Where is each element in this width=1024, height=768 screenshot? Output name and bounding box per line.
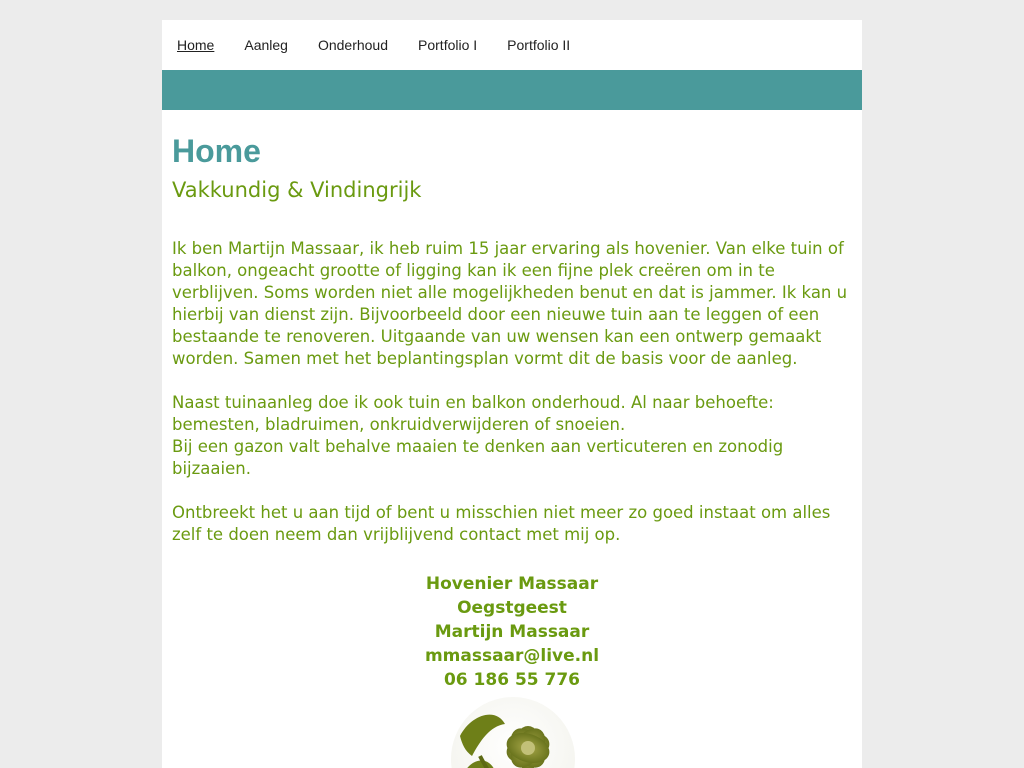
paragraph-spacer xyxy=(172,480,852,502)
header-banner xyxy=(162,70,862,110)
page-title: Home xyxy=(172,133,261,169)
contact-company: Hovenier Massaar xyxy=(425,574,599,594)
main-content xyxy=(162,132,862,692)
nav-item-onderhoud[interactable]: Onderhoud xyxy=(317,37,389,53)
nav-item-portfolio-2[interactable]: Portfolio II xyxy=(507,37,571,53)
main-nav xyxy=(162,20,862,70)
nav-item-portfolio-1[interactable]: Portfolio I xyxy=(418,37,478,53)
page-container xyxy=(162,20,862,768)
paragraph-spacer xyxy=(172,370,852,392)
page-subtitle: Vakkundig & Vindingrijk xyxy=(172,178,422,202)
contact-invite-paragraph: Ontbreekt het u aan tijd of bent u misschien niet meer zo goed instaat om alles zelf te doen neem dan vrijblijvend contact met mij op. xyxy=(172,503,831,544)
contact-name: Martijn Massaar xyxy=(434,622,590,642)
nav-item-aanleg[interactable]: Aanleg xyxy=(244,37,288,53)
intro-paragraph: Ik ben Martijn Massaar, ik heb ruim 15 jaar ervaring als hovenier. Van elke tuin of balkon, ongeacht grootte of ligging kan ik een fijne plek creëren om in te verblijven. Soms worden niet alle mogelijkheden benut en dat is jammer. Ik kan u hierbij van dienst zijn. Bijvoorbeeld door een nieuwe tuin aan te leggen of een bestaande te renoveren. Uitgaande van uw wensen kan een ontwerp gemaakt worden. Samen met het beplantingsplan vormt dit de basis voor de aanleg. xyxy=(172,239,848,368)
flower-logo-icon xyxy=(450,696,576,768)
contact-block xyxy=(172,572,852,692)
nav-item-home[interactable]: Home xyxy=(177,37,215,53)
contact-phone: 06 186 55 776 xyxy=(443,670,581,690)
maintenance-paragraph: Naast tuinaanleg doe ik ook tuin en balkon onderhoud. Al naar behoefte: bemesten, bladruimen, onkruidverwijderen of snoeien. xyxy=(172,393,774,434)
lawn-paragraph: Bij een gazon valt behalve maaien te denken aan verticuteren en zonodig bijzaaien. xyxy=(172,437,784,478)
contact-city: Oegstgeest xyxy=(457,598,567,618)
contact-email: mmassaar@live.nl xyxy=(424,646,600,666)
